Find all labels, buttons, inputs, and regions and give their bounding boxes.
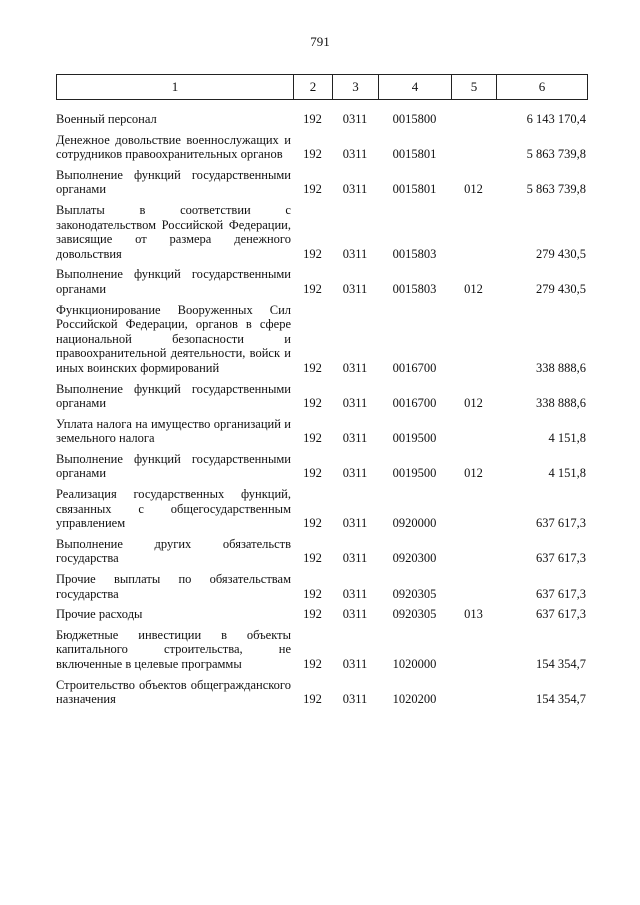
row-expense-type: 013 <box>464 607 483 622</box>
table-row <box>56 537 588 566</box>
row-ministry-code: 192 <box>303 516 322 531</box>
row-ministry-code: 192 <box>303 586 322 601</box>
row-section-code: 0311 <box>342 657 368 671</box>
row-target-code: 1020200 <box>392 692 437 707</box>
row-description: Выполнение других обязательств государства <box>56 536 291 566</box>
row-target-code: 0019500 <box>392 431 437 446</box>
row-amount: 4 151,8 <box>548 431 586 446</box>
row-description: Функционирование Вооруженных Сил Российской Федерации, органов в сфере национальной безопасности и правоохранительной деятельности, войск и иных воинских формирований <box>56 302 291 375</box>
row-description: Прочие расходы <box>56 607 143 622</box>
row-expense-type: 012 <box>464 281 483 296</box>
row-description: Уплата налога на имущество организаций и земельного налога <box>56 416 291 446</box>
row-description: Строительство объектов общегражданского назначения <box>56 677 291 707</box>
row-description: Реализация государственных функций, связанных с общегосударственным управлением <box>56 487 291 531</box>
row-section-code: 0311 <box>342 551 368 566</box>
row-amount: 5 863 739,8 <box>526 147 586 162</box>
row-expense-type: 012 <box>464 466 483 481</box>
header-col-6: 6 <box>538 79 546 94</box>
row-amount: 637 617,3 <box>536 516 586 531</box>
row-ministry-code: 192 <box>303 182 322 197</box>
row-ministry-code: 192 <box>303 112 322 126</box>
row-description: Бюджетные инвестиции в объекты капитального строительства, не включенные в целевые программы <box>56 627 291 671</box>
row-amount: 4 151,8 <box>548 466 586 481</box>
table-row <box>56 382 588 411</box>
row-ministry-code: 192 <box>303 396 322 411</box>
row-amount: 637 617,3 <box>536 551 586 566</box>
row-ministry-code: 192 <box>303 657 322 671</box>
page-number: 791 <box>310 34 330 49</box>
row-section-code: 0311 <box>342 431 368 446</box>
table-row <box>56 267 588 296</box>
row-target-code: 0016700 <box>392 360 437 375</box>
row-section-code: 0311 <box>342 516 368 531</box>
row-amount: 5 863 739,8 <box>526 182 586 197</box>
row-amount: 6 143 170,4 <box>526 112 586 126</box>
table-row <box>56 303 588 376</box>
row-ministry-code: 192 <box>303 607 322 622</box>
row-expense-type: 012 <box>464 182 483 197</box>
table-row <box>56 168 588 197</box>
row-amount: 637 617,3 <box>536 607 586 622</box>
row-target-code: 0015801 <box>392 182 437 197</box>
row-amount: 338 888,6 <box>536 396 586 411</box>
row-section-code: 0311 <box>342 182 368 197</box>
header-col-1: 1 <box>57 75 294 99</box>
table-row <box>56 628 588 672</box>
row-target-code: 0015800 <box>392 112 437 126</box>
row-target-code: 0920305 <box>392 586 437 601</box>
row-ministry-code: 192 <box>303 147 322 162</box>
row-target-code: 0016700 <box>392 396 437 411</box>
row-section-code: 0311 <box>342 360 368 375</box>
row-target-code: 0920305 <box>392 607 437 622</box>
header-col-4: 4 <box>379 75 452 99</box>
table-row <box>56 417 588 446</box>
table-row <box>56 133 588 162</box>
row-description: Выполнение функций государственными органами <box>56 451 291 481</box>
table-header <box>56 74 588 100</box>
table-row <box>56 487 588 531</box>
row-section-code: 0311 <box>342 396 368 411</box>
table-row <box>56 607 588 622</box>
table-row <box>56 203 588 261</box>
row-ministry-code: 192 <box>303 281 322 296</box>
row-ministry-code: 192 <box>303 360 322 375</box>
row-amount: 279 430,5 <box>536 246 586 261</box>
row-target-code: 0920000 <box>392 516 437 531</box>
table-row <box>56 112 588 127</box>
row-section-code: 0311 <box>342 692 368 707</box>
row-section-code: 0311 <box>342 147 368 162</box>
row-description: Денежное довольствие военнослужащих и сотрудников правоохранительных органов <box>56 132 291 162</box>
row-description: Выполнение функций государственными органами <box>56 267 291 296</box>
row-target-code: 0015803 <box>392 281 437 296</box>
row-amount: 338 888,6 <box>536 360 586 375</box>
row-ministry-code: 192 <box>303 551 322 566</box>
row-amount: 637 617,3 <box>536 586 586 601</box>
row-section-code: 0311 <box>342 586 368 601</box>
header-col-5: 5 <box>452 75 497 99</box>
table-row <box>56 678 588 707</box>
row-target-code: 1020000 <box>392 657 437 671</box>
header-col-3: 3 <box>333 75 379 99</box>
table-row <box>56 452 588 481</box>
row-section-code: 0311 <box>342 281 368 296</box>
budget-table-body <box>56 112 588 713</box>
row-description: Прочие выплаты по обязательствам государства <box>56 572 291 601</box>
row-description: Выполнение функций государственными органами <box>56 381 291 411</box>
row-ministry-code: 192 <box>303 466 322 481</box>
row-description: Военный персонал <box>56 112 157 126</box>
row-section-code: 0311 <box>342 466 368 481</box>
row-description: Выполнение функций государственными органами <box>56 167 291 197</box>
row-section-code: 0311 <box>342 246 368 261</box>
header-col-2: 2 <box>294 75 333 99</box>
row-amount: 154 354,7 <box>536 657 586 671</box>
row-ministry-code: 192 <box>303 431 322 446</box>
row-ministry-code: 192 <box>303 246 322 261</box>
row-target-code: 0920300 <box>392 551 437 566</box>
row-description: Выплаты в соответствии с законодательством Российской Федерации, зависящие от размера денежного довольствия <box>56 202 291 261</box>
row-expense-type: 012 <box>464 396 483 411</box>
row-target-code: 0019500 <box>392 466 437 481</box>
row-ministry-code: 192 <box>303 692 322 707</box>
row-section-code: 0311 <box>342 112 368 126</box>
row-amount: 154 354,7 <box>536 692 586 707</box>
row-amount: 279 430,5 <box>536 281 586 296</box>
row-section-code: 0311 <box>342 607 368 622</box>
row-target-code: 0015801 <box>392 147 437 162</box>
row-target-code: 0015803 <box>392 246 437 261</box>
table-row <box>56 572 588 601</box>
